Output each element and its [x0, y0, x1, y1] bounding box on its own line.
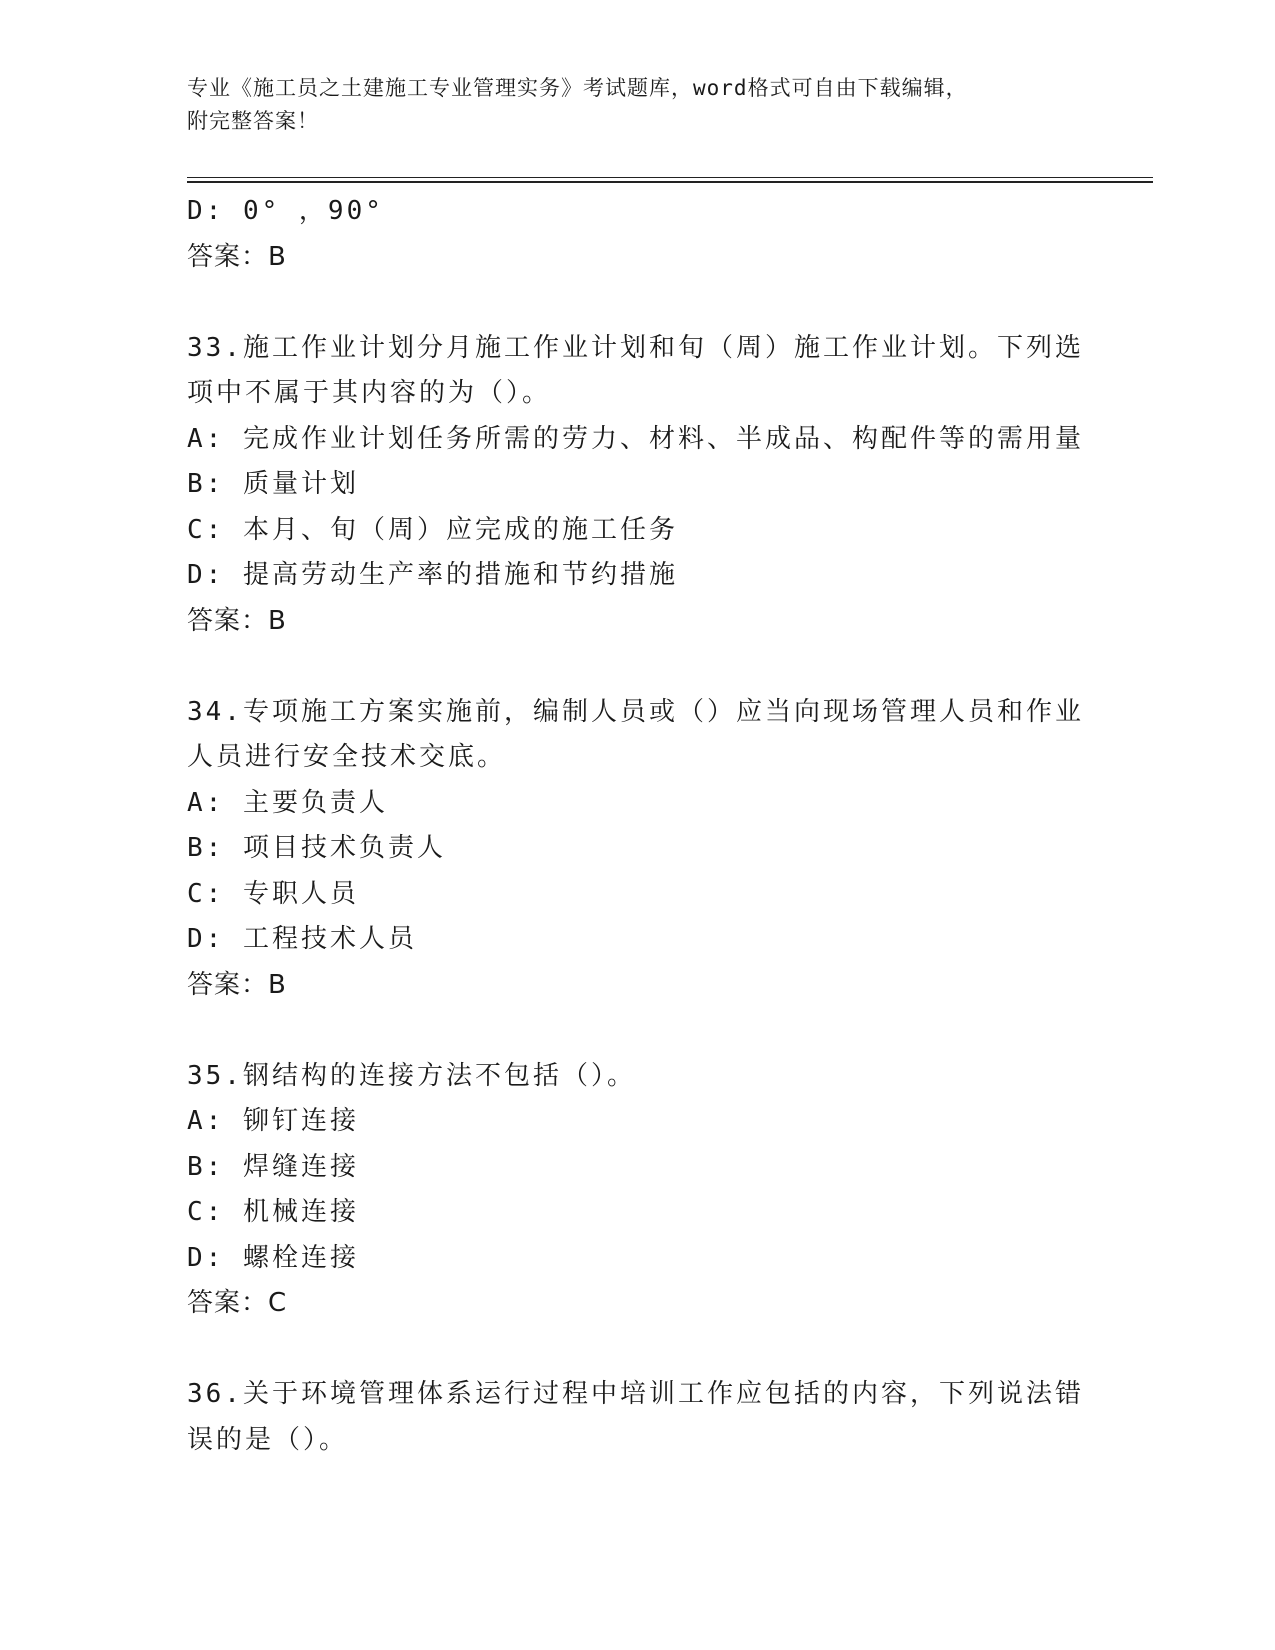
- option-b: B: 焊缝连接: [187, 1151, 359, 1182]
- question-34: [187, 690, 1087, 1009]
- question-text: 误的是（）。: [187, 1424, 349, 1455]
- option-d: D: 工程技术人员: [187, 924, 417, 954]
- spacer: [187, 1008, 1087, 1054]
- spacer: [187, 1327, 1087, 1373]
- question-text: 人员进行安全技术交底。: [187, 742, 507, 772]
- header-rule-thin: [187, 177, 1153, 178]
- option-d: D: 提高劳动生产率的措施和节约措施: [187, 560, 678, 590]
- header-line-1: 专业《施工员之土建施工专业管理实务》考试题库，word格式可自由下载编辑，: [187, 76, 968, 100]
- option-c: C: 专职人员: [187, 878, 359, 909]
- spacer: [187, 280, 1087, 326]
- option-a: A: 完成作业计划任务所需的劳力、材料、半成品、构配件等的需用量: [187, 423, 1084, 454]
- question-text: 34.专项施工方案实施前，编制人员或（）应当向现场管理人员和作业: [187, 696, 1084, 727]
- option-a: A: 铆钉连接: [187, 1106, 359, 1136]
- question-content: [187, 189, 1087, 1463]
- question-36: [187, 1372, 1087, 1463]
- option-d: D: 螺栓连接: [187, 1242, 359, 1273]
- header-rule-thick: [187, 181, 1153, 183]
- answer: 答案：B: [187, 605, 287, 636]
- header-line-2: 附完整答案！: [187, 109, 319, 133]
- option-b: B: 项目技术负责人: [187, 833, 446, 863]
- option-b: B: 质量计划: [187, 469, 359, 499]
- page-header: [187, 72, 1067, 138]
- question-33: [187, 326, 1087, 645]
- option-a: A: 主要负责人: [187, 787, 388, 818]
- option-c: C: 本月、旬（周）应完成的施工任务: [187, 514, 678, 545]
- spacer: [187, 644, 1087, 690]
- question-32-tail: [187, 189, 1087, 280]
- answer: 答案：B: [187, 969, 287, 1000]
- option-d: D: 0° ，90°: [187, 196, 384, 226]
- answer: 答案：B: [187, 241, 287, 272]
- question-text: 36.关于环境管理体系运行过程中培训工作应包括的内容，下列说法错: [187, 1379, 1084, 1409]
- question-35: [187, 1054, 1087, 1327]
- answer: 答案：C: [187, 1288, 288, 1318]
- question-text: 项中不属于其内容的为（）。: [187, 378, 552, 408]
- question-text: 33.施工作业计划分月施工作业计划和旬（周）施工作业计划。下列选: [187, 332, 1084, 363]
- question-text: 35.钢结构的连接方法不包括（）。: [187, 1060, 636, 1091]
- option-c: C: 机械连接: [187, 1197, 359, 1227]
